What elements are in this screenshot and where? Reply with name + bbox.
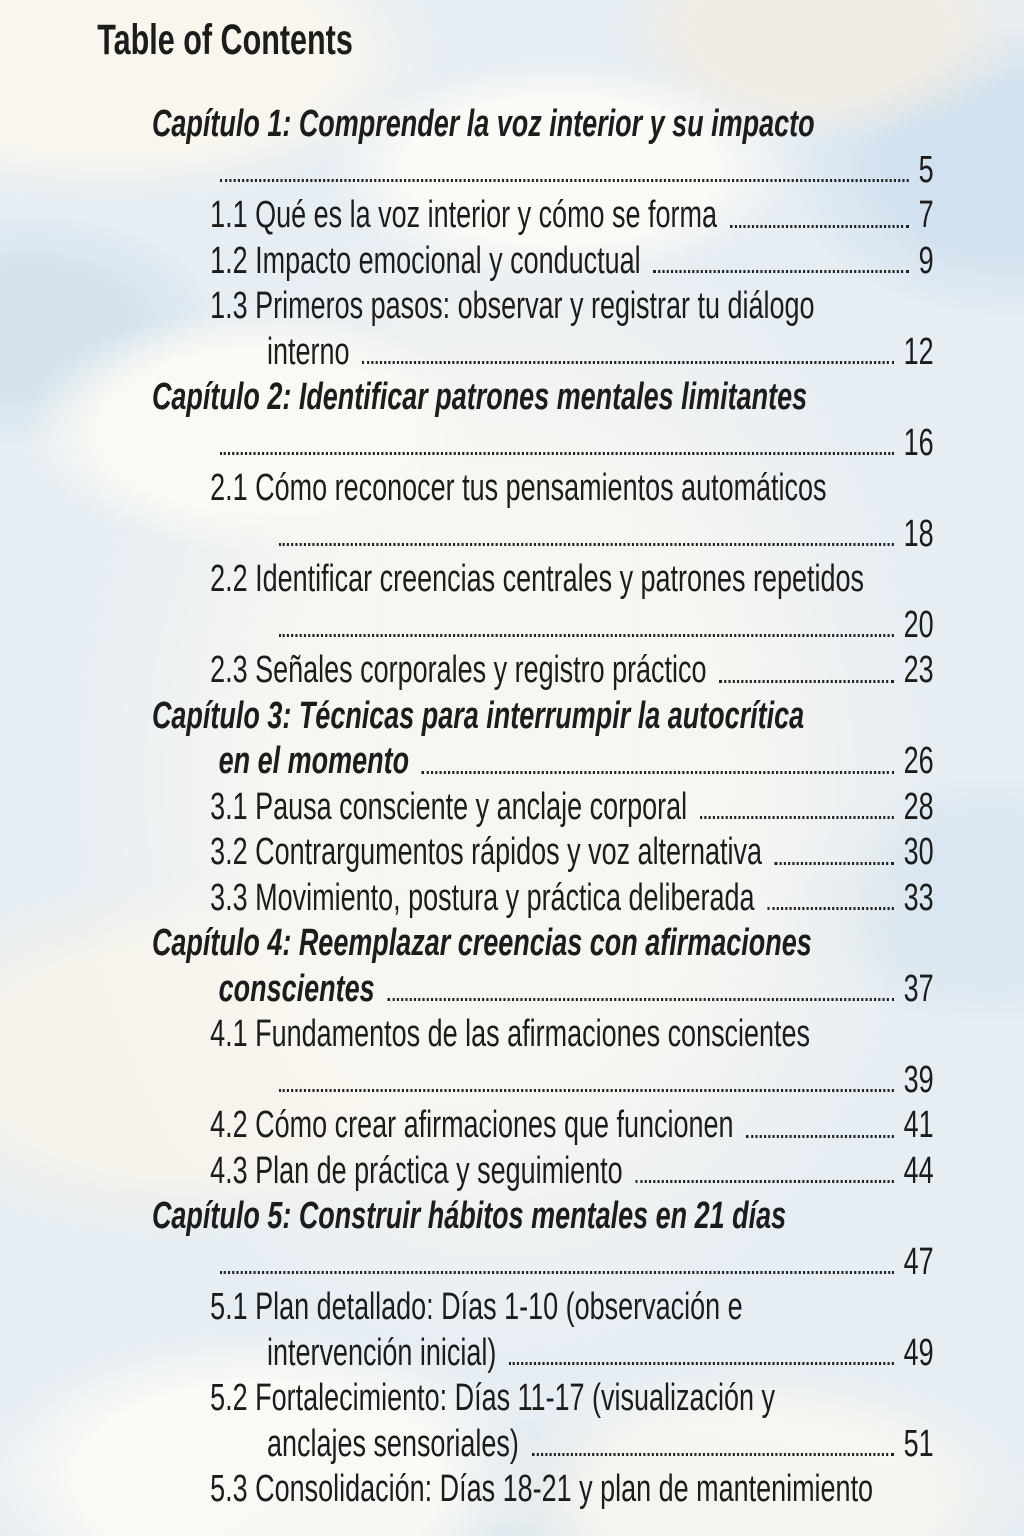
- dot-leader: [532, 1453, 894, 1456]
- toc-section-line: [210, 830, 933, 876]
- toc-entry-text: Capítulo 2: Identificar patrones mentales limitantes: [151, 376, 808, 418]
- dot-leader: [279, 543, 894, 546]
- page-title: Table of Contents: [97, 16, 353, 64]
- toc-section-line: [210, 1103, 933, 1149]
- toc-chapter-line: [152, 921, 934, 967]
- toc-section-line: [210, 557, 933, 603]
- toc-entry-text: 1.2 Impacto emocional y conductual: [210, 239, 641, 282]
- toc-section-line: [210, 1149, 933, 1195]
- dot-leader: [767, 907, 893, 910]
- dot-leader: [730, 225, 909, 228]
- dot-leader: [653, 270, 908, 273]
- toc-chapter-line: [152, 102, 934, 148]
- toc-section-line: [210, 193, 933, 239]
- toc-entry-text: 2.3 Señales corporales y registro práctico: [210, 649, 707, 691]
- toc-entry-text: 3.1 Pausa consciente y anclaje corporal: [210, 785, 688, 828]
- toc-entry-text: 1.1 Qué es la voz interior y cómo se forma: [210, 194, 718, 236]
- page-number: 5: [918, 148, 934, 191]
- toc-entry-text: anclajes sensoriales): [266, 1422, 519, 1465]
- toc-section-line: [278, 512, 934, 558]
- toc-lines: [0, 102, 1024, 1513]
- toc-entry-text: Capítulo 3: Técnicas para interrumpir la autocrítica: [151, 694, 805, 737]
- page-number: 41: [903, 1104, 934, 1146]
- toc-entry-text: 5.2 Fortalecimiento: Días 11-17 (visualización y: [210, 1377, 775, 1419]
- dot-leader: [387, 998, 893, 1001]
- toc-section-line: [210, 239, 933, 285]
- page-number: 49: [903, 1331, 934, 1374]
- page-number: 44: [903, 1149, 934, 1192]
- toc-entry-text: en el momento: [218, 740, 410, 782]
- toc-section-line: [278, 1058, 934, 1104]
- toc-section-line: [210, 1467, 933, 1513]
- toc-entry-text: 3.3 Movimiento, postura y práctica deliberada: [210, 876, 755, 919]
- dot-leader: [746, 1135, 893, 1138]
- toc-section-line: [210, 284, 933, 330]
- toc-chapter-line: [152, 1194, 934, 1240]
- page-number: 47: [903, 1240, 934, 1283]
- dot-leader: [700, 816, 894, 819]
- page-number: 9: [918, 239, 934, 282]
- page-number: 16: [903, 421, 934, 464]
- toc-entry-text: Capítulo 1: Comprender la voz interior y su impacto: [151, 103, 815, 145]
- toc-entry-text: Capítulo 4: Reemplazar creencias con afirmaciones: [151, 922, 812, 964]
- toc-entry-text: 1.3 Primeros pasos: observar y registrar tu diálogo: [210, 285, 815, 327]
- dot-leader: [220, 452, 894, 455]
- page-number: 28: [903, 785, 934, 828]
- dot-leader: [279, 1089, 894, 1092]
- page-number: 7: [918, 194, 934, 236]
- dot-leader: [635, 1180, 893, 1183]
- toc-section-line: [267, 330, 934, 376]
- page-number: 51: [903, 1422, 934, 1465]
- toc-section-line: [267, 1422, 934, 1468]
- toc-entry-text: 5.3 Consolidación: Días 18-21 y plan de mantenimiento: [210, 1468, 874, 1510]
- toc-section-line: [210, 1376, 933, 1422]
- toc-section-line: [210, 648, 933, 694]
- dot-leader: [220, 1271, 894, 1274]
- toc-entry-text: 4.2 Cómo crear afirmaciones que funcionen: [210, 1104, 734, 1146]
- dot-leader: [220, 179, 909, 182]
- toc-section-line: [267, 1331, 934, 1377]
- toc-entry-text: Capítulo 5: Construir hábitos mentales en 21 días: [151, 1195, 787, 1237]
- page-number: 30: [903, 831, 934, 873]
- toc-entry-text: conscientes: [218, 967, 375, 1010]
- toc-chapter-line: [219, 1240, 934, 1286]
- toc-chapter-line: [219, 967, 934, 1013]
- page-number: 39: [903, 1058, 934, 1101]
- toc-entry-text: 4.3 Plan de práctica y seguimiento: [210, 1149, 623, 1192]
- toc-entry-text: 2.1 Cómo reconocer tus pensamientos automáticos: [210, 467, 827, 509]
- toc-section-line: [210, 1012, 933, 1058]
- toc-chapter-line: [219, 421, 934, 467]
- toc-chapter-line: [219, 739, 934, 785]
- toc-chapter-line: [152, 694, 934, 740]
- dot-leader: [509, 1362, 894, 1365]
- page-number: 33: [903, 876, 934, 919]
- toc-section-line: [210, 876, 933, 922]
- toc-chapter-line: [219, 148, 934, 194]
- toc-section-line: [210, 785, 933, 831]
- toc-entry-text: 2.2 Identificar creencias centrales y patrones repetidos: [210, 558, 865, 600]
- toc-entry-text: interno: [266, 330, 350, 373]
- toc-section-line: [278, 603, 934, 649]
- dot-leader: [422, 771, 894, 774]
- dot-leader: [279, 634, 894, 637]
- toc-section-line: [210, 1285, 933, 1331]
- page-number: 26: [903, 740, 934, 782]
- dot-leader: [775, 862, 894, 865]
- toc-entry-text: 4.1 Fundamentos de las afirmaciones conscientes: [210, 1013, 811, 1055]
- toc-chapter-line: [152, 375, 934, 421]
- toc-entry-text: 5.1 Plan detallado: Días 1-10 (observación e: [210, 1286, 743, 1328]
- dot-leader: [362, 361, 893, 364]
- page-number: 18: [903, 512, 934, 555]
- page-number: 23: [903, 649, 934, 691]
- toc-entry-text: intervención inicial): [266, 1331, 497, 1374]
- dot-leader: [719, 680, 893, 683]
- page-number: 12: [903, 330, 934, 373]
- page-number: 20: [903, 603, 934, 646]
- toc-entry-text: 3.2 Contrargumentos rápidos y voz alternativa: [210, 831, 763, 873]
- toc-section-line: [210, 466, 933, 512]
- page-number: 37: [903, 967, 934, 1010]
